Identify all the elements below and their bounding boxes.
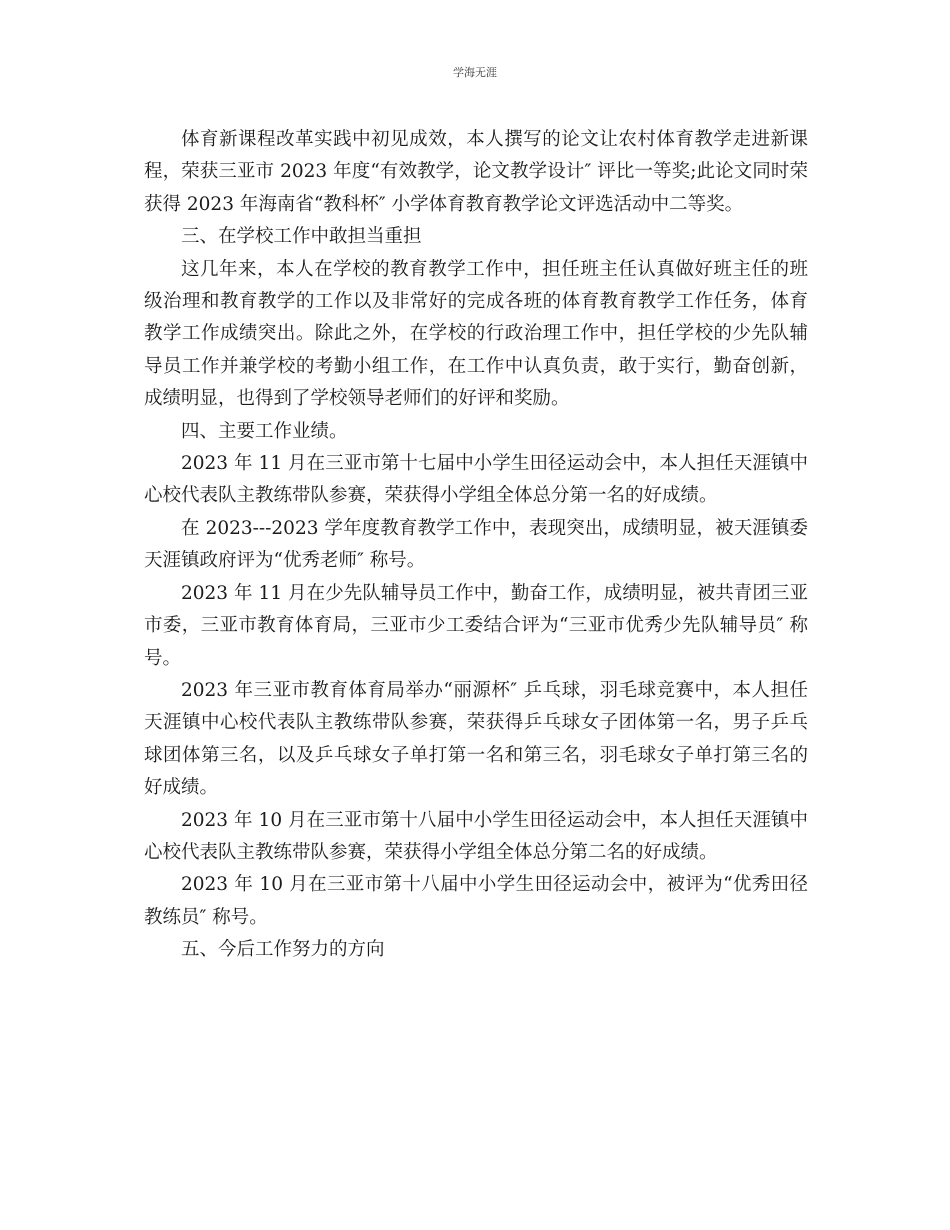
section-heading-5: 五、今后工作努力的方向	[181, 939, 385, 961]
document-body	[144, 124, 808, 967]
section-heading-3: 三、在学校工作中敢担当重担	[181, 226, 422, 248]
paragraph-achievement-6: 2023 年 10 月在三亚市第十八届中小学生田径运动会中，被评为“优秀田径教练员″ 称号。	[144, 874, 808, 928]
paragraph-achievement-4: 2023 年三亚市教育体育局举办“丽源杯″ 乒乓球，羽毛球竞赛中，本人担任天涯镇中心校代表队主教练带队参赛，荣获得乒乓球女子团体第一名，男子乒乓球团体第三名，以及乒乓球女子单打第一名和第三名，羽毛球女子单打第三名的好成绩。	[144, 679, 808, 799]
paragraph-school-work: 这几年来，本人在学校的教育教学工作中，担任班主任认真做好班主任的班级治理和教育教学的工作以及非常好的完成各班的体育教育教学工作任务，体育教学工作成绩突出。除此之外，在学校的行政治理工作中，担任学校的少先队辅导员工作并兼学校的考勤小组工作，在工作中认真负责，敢于实行，勤奋创新，成绩明显，也得到了学校领导老师们的好评和奖励。	[144, 258, 808, 410]
paragraph-achievement-1: 2023 年 11 月在三亚市第十七届中小学生田径运动会中，本人担任天涯镇中心校代表队主教练带队参赛，荣获得小学组全体总分第一名的好成绩。	[144, 453, 808, 507]
paragraph-achievement-3: 2023 年 11 月在少先队辅导员工作中，勤奋工作，成绩明显，被共青团三亚市委，三亚市教育体育局，三亚市少工委结合评为“三亚市优秀少先队辅导员″ 称号。	[144, 582, 808, 669]
paragraph-achievement-5: 2023 年 10 月在三亚市第十八届中小学生田径运动会中，本人担任天涯镇中心校代表队主教练带队参赛，荣获得小学组全体总分第二名的好成绩。	[144, 809, 808, 863]
paragraph-paper-award: 体育新课程改革实践中初见成效，本人撰写的论文让农村体育教学走进新课程，荣获三亚市 2023 年度“有效教学，论文教学设计″ 评比一等奖;此论文同时荣获得 2023 年海南省“教科杯″ 小学体育教育教学论文评选活动中二等奖。	[144, 129, 808, 215]
page-header: 学海无涯	[453, 66, 497, 79]
paragraph-achievement-2: 在 2023---2023 学年度教育教学工作中，表现突出，成绩明显，被天涯镇委天涯镇政府评为“优秀老师″ 称号。	[144, 517, 808, 572]
section-heading-4: 四、主要工作业绩。	[181, 420, 348, 442]
